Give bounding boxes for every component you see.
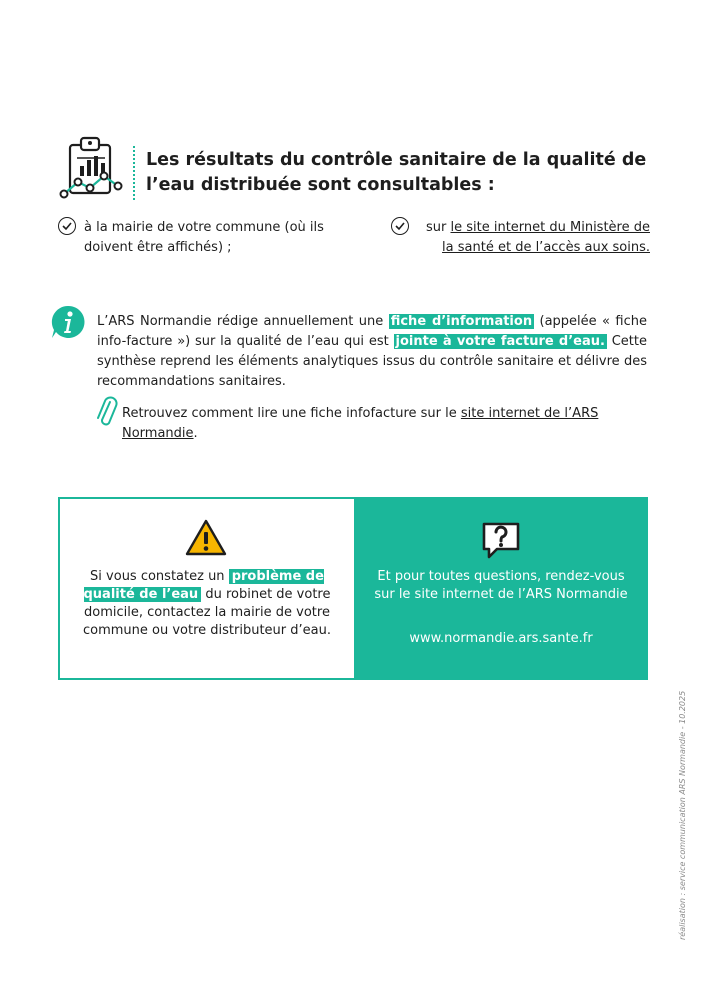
info-bubble-icon <box>50 304 86 340</box>
highlight-jointe-facture: jointe à votre facture d’eau. <box>395 334 605 349</box>
info-text-2: (appelée « fiche info-facture ») sur la qualité de l’eau qui est <box>97 314 647 349</box>
heading-divider <box>133 146 135 200</box>
check-circle-icon <box>391 217 409 235</box>
highlight-fiche-information: fiche d’information <box>390 314 533 329</box>
page-title: Les résultats du contrôle sanitaire de la qualité de l’eau distribuée sont consultables : <box>146 150 647 195</box>
tip-suffix: . <box>193 426 198 441</box>
check-item-ministere <box>412 218 650 258</box>
check-circle-icon <box>58 217 76 235</box>
ars-website-url[interactable]: www.normandie.ars.sante.fr <box>409 631 593 646</box>
warning-icon <box>184 518 228 558</box>
warning-text-1: Si vous constatez un <box>90 569 229 584</box>
credit-text: réalisation : service communication ARS Normandie - 10.2025 <box>678 690 687 940</box>
check-item-prefix: sur <box>426 220 451 235</box>
check-item-mairie: à la mairie de votre commune (où ils doivent être affichés) ; <box>84 220 324 255</box>
info-text-3: Cette synthèse reprend les éléments analytiques issus du contrôle sanitaire et délivre des recommandations sanitaires. <box>97 334 647 389</box>
clipboard-chart-icon <box>58 136 126 202</box>
info-text-1: L’ARS Normandie rédige annuellement une <box>97 314 389 329</box>
question-bubble-icon <box>481 521 521 561</box>
tip-text <box>122 404 648 444</box>
ars-site-link[interactable]: site internet de l’ARS Normandie <box>122 406 599 441</box>
ministere-link[interactable]: le site internet du Ministère de la santé et de l’accès aux soins. <box>442 220 650 255</box>
warning-text-2: du robinet de votre domicile, contactez la mairie de votre commune ou votre distributeur d’eau. <box>82 587 331 638</box>
highlight-probleme-qualite: problème de qualité de l’eau <box>83 569 324 602</box>
warning-text <box>76 568 338 640</box>
paperclip-icon <box>96 396 118 430</box>
info-paragraph <box>97 312 647 392</box>
tip-text-main: Retrouvez comment lire une fiche infofacture sur le <box>122 406 461 421</box>
contact-text: Et pour toutes questions, rendez-vous sur le site internet de l’ARS Normandie <box>374 569 628 602</box>
